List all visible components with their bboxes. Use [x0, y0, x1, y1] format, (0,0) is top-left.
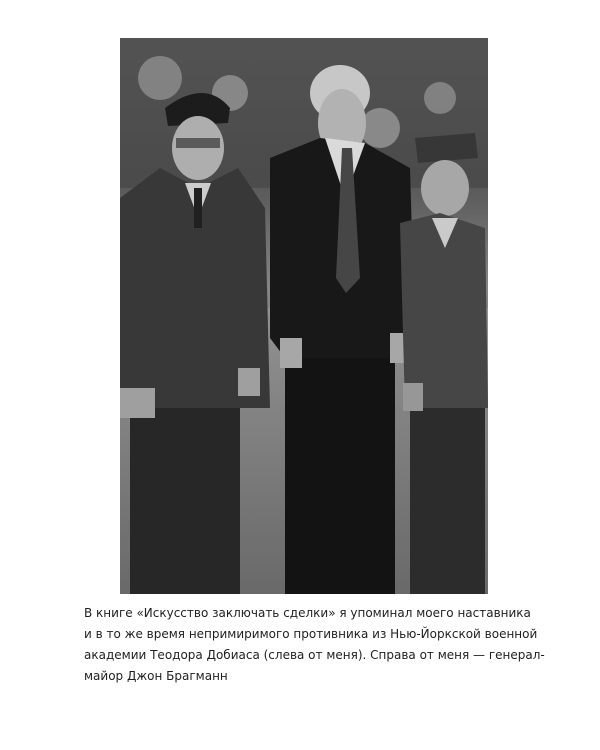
photo-caption	[84, 603, 545, 687]
photograph	[120, 38, 488, 594]
photo-scene	[120, 38, 488, 594]
caption-line: майор Джон Брагманн	[84, 669, 228, 683]
caption-line: и в то же время непримиримого противника из Нью-Йоркской военной	[84, 627, 538, 641]
caption-line: В книге «Искусство заключать сделки» я упоминал моего наставника	[84, 606, 531, 620]
caption-line: академии Теодора Добиаса (слева от меня). Справа от меня — генерал-	[84, 648, 545, 662]
